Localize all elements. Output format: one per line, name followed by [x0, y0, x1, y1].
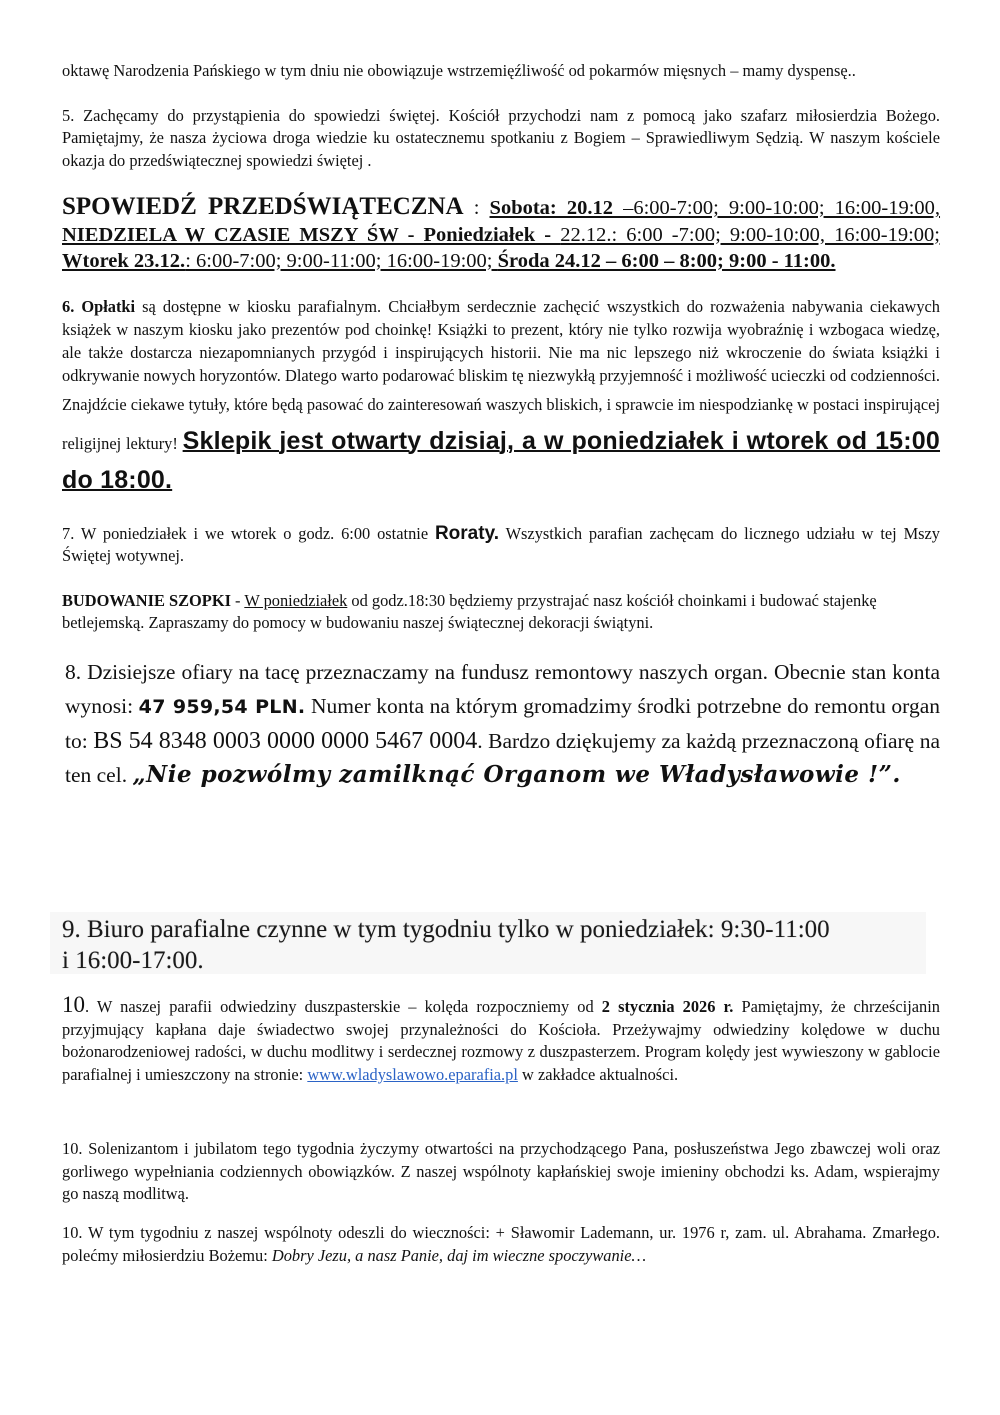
shop-hours: Sklepik jest otwarty dzisiaj, a w poniedziałek i wtorek od 15:00 do 18:00. [62, 426, 941, 494]
roraty-label: Roraty. [434, 522, 500, 544]
office-hours-line-2: i 16:00-17:00. [62, 947, 204, 974]
prayer-for-deceased: Dobry Jezu, a nasz Panie, daj im wieczne spoczywanie… [271, 1245, 647, 1265]
nativity-title: BUDOWANIE SZOPKI [62, 590, 231, 610]
confession-schedule-hours: Sobota: 20.12 –6:00-7:00; 9:00-10:00; 16:00-19:00, NIEDZIELA W CZASIE MSZY ŚW - Poniedziałek - 22.12.: 6:00 -7:00; 9:00-10:00, 16:00-19:00; Wtorek 23.12.: 6:00-7:00; 9:00-11:00; 16:00-19:00; Środa 24.12 – 6:00 – 8:00; 9:00 - 11:00. [62, 197, 941, 272]
intro-paragraph: oktawę Narodzenia Pańskiego w tym dniu nie obowiązuje wstrzemięźliwość od pokarmów mięsnych – mamy dyspensę.. [62, 61, 856, 80]
item-10-number: 10 [62, 992, 85, 1017]
sunday-label: NIEDZIELA W CZASIE MSZY ŚW - [62, 223, 424, 246]
confession-schedule: SPOWIEDŹ PRZEDŚWIĄTECZNA : Sobota: 20.12 –6:00-7:00; 9:00-10:00; 16:00-19:00, NIEDZIELA W CZASIE MSZY ŚW - Poniedziałek - 22.12.: 6:00 -7:00; 9:00-10:00, 16:00-19:00; Wtorek 23.12.: 6:00-7:00; 9:00-11:00; 16:00-19:00; Środa 24.12 – 6:00 – 8:00; 9:00 - 11:00. [62, 193, 941, 272]
monday-label: Poniedziałek - [423, 223, 561, 246]
item-8-organ-fund: 8. Dzisiejsze ofiary na tacę przeznaczamy na fundusz remontowy naszych organ. Obecnie stan konta wynosi: 47 959,54 PLN. Numer konta na którym gromadzimy środki potrzebne do remontu organ to: BS 54 8348 0003 0000 0000 5467 0004. Bardzo dziękujemy za każdą przeznaczoną ofiarę na ten cel. „Nie pozwólmy zamilknąć Organom we Władysławowie !”. [65, 659, 941, 788]
bank-account-number: BS 54 8348 0003 0000 0000 5467 0004 [93, 727, 478, 754]
item-10-pastoral-visits: 10. W naszej parafii odwiedziny duszpasterskie – kolęda rozpoczniemy od 2 stycznia 2026 r. Pamiętajmy, że chrześcijanin przyjmujący kapłana daje świadectwo swojej przynależności do Kościoła. Przeżywajmy odwiedziny kolędowe w duchu bożonarodzeniowej radości, w duchu modlitwy i serdecznej rozmowy z duszpasterzem. Program kolędy jest wywieszony w gablocie parafialnej i umieszczony na stronie: www.wladyslawowo.eparafia.pl w zakładce aktualności. [62, 992, 940, 1085]
item-6-label: 6. Opłatki [62, 296, 136, 316]
nativity-scene-building: BUDOWANIE SZOPKI - W poniedziałek od godz.18:30 będziemy przystrajać nasz kościół choinkami i budować stajenkę betlejemską. Zapraszamy do pomocy w budowaniu naszej świątecznej dekoracji świątyni. [62, 590, 877, 632]
item-6-wafers-and-books: 6. Opłatki są dostępne w kiosku parafialnym. Chciałbym serdecznie zachęcić wszystkich do rozważenia nabywania ciekawych książek w naszym kiosku jako prezentów pod choinkę! Książki to prezent, który nie tylko rozwija wyobraźnię i wzbogaca wiedzę, ale także dostarcza niezapomnianych przygód i inspirujących historii. Nie ma nic lepszego niż wkroczenie do świata książki i odkrywanie nowych horyzontów. Dlatego warto podarować bliskim tę niezwykłą przyjemność i możliwość ucieczki od codzienności. Znajdźcie ciekawe tytuły, które będą pasować do zainteresowań waszych bliskich, i sprawcie im niespodziankę w postaci inspirującej religijnej lektury! Sklepik jest otwarty dzisiaj, a w poniedziałek i wtorek od 15:00 do 18:00. [62, 296, 941, 494]
nativity-day: W poniedziałek [244, 590, 348, 610]
organ-motto: „Nie pozwólmy zamilknąć Organom we Władysławowie !”. [132, 760, 901, 788]
bulletin-page [62, 60, 940, 804]
item-10-deceased: 10. W tym tygodniu z naszej wspólnoty odeszli do wieczności: + Sławomir Lademann, ur. 1976 r, zam. ul. Abrahama. Zmarłego. polećmy miłosierdziu Bożemu: Dobry Jezu, a nasz Panie, daj im wieczne spoczywanie… [62, 1223, 940, 1265]
wednesday-label: Środa 24.12 – 6:00 – 8:00; 9:00 - 11:00. [497, 250, 836, 272]
tuesday-label: Wtorek 23.12. [62, 250, 186, 272]
confession-schedule-title: SPOWIEDŹ PRZEDŚWIĄTECZNA [62, 193, 464, 220]
item-10-name-day-wishes: 10. Solenizantom i jubilatom tego tygodnia życzymy otwartości na przychodzącego Pana, posłuszeństwa Jego zbawczej woli oraz gorliwego wypełniania codziennych obowiązków. Z naszej wspólnoty kapłańskiej swoje imieniny obchodzi ks. Adam, wspierajmy go naszą modlitwą. [62, 1139, 940, 1204]
parish-website-link[interactable]: www.wladyslawowo.eparafia.pl [307, 1065, 518, 1085]
saturday-label: Sobota: 20.12 [489, 197, 613, 219]
item-7-roraty: 7. W poniedziałek i we wtorek o godz. 6:00 ostatnie Roraty. Wszystkich parafian zachęcam do licznego udziału w tej Mszy Świętej wotywnej. [62, 522, 940, 565]
office-hours-line-1: 9. Biuro parafialne czynne w tym tygodniu tylko w poniedziałek: 9:30-11:00 [62, 916, 830, 943]
item-5-confession-invitation: 5. Zachęcamy do przystąpienia do spowiedzi świętej. Kościół przychodzi nam z pomocą jako szafarz miłosierdzia Bożego. Pamiętajmy, że nasza życiowa droga wiedzie ku ostatecznemu spotkaniu z Bogiem – Sprawiedliwym Sędzią. W naszym kościele okazja do przedświątecznej spowiedzi świętej . [62, 105, 940, 170]
organ-fund-amount: 47 959,54 PLN. [138, 695, 306, 718]
item-6-small-end: inspirującej religijnej lektury! [62, 394, 940, 453]
carol-start-date: 2 stycznia 2026 r. [601, 997, 734, 1016]
item-9-office-hours [62, 914, 830, 976]
